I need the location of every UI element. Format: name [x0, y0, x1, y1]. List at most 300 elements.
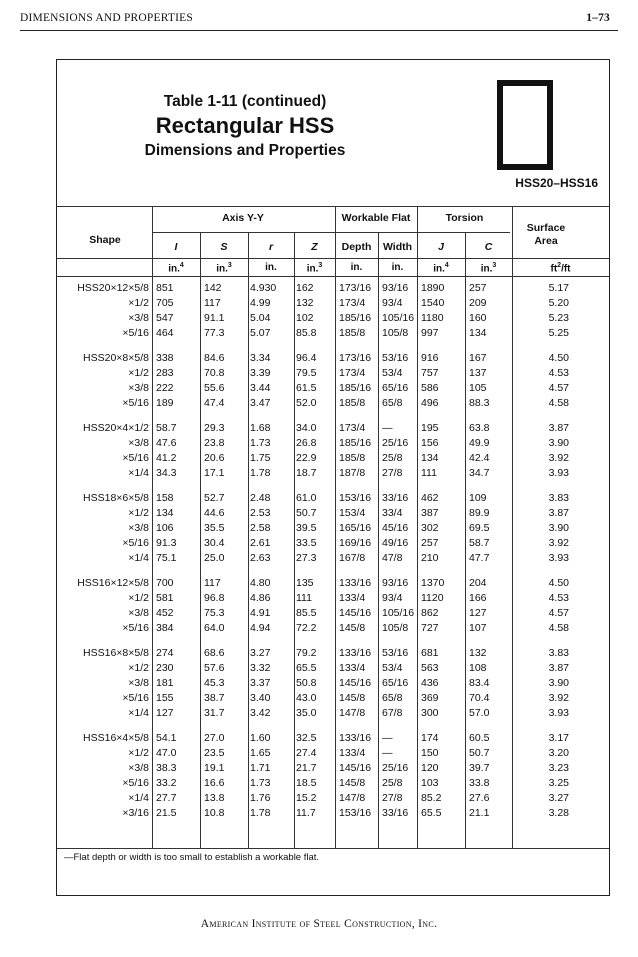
plastic-modulus-Z-cell: 33.5	[296, 537, 317, 549]
plastic-modulus-Z-cell: 61.5	[296, 382, 317, 394]
surface-area-cell: 3.93	[548, 552, 569, 564]
flat-width-cell: —	[382, 747, 393, 759]
flat-width-cell: 45/16	[382, 522, 409, 534]
header-mid-rule	[57, 258, 609, 259]
torsion-C-cell: 105	[469, 382, 487, 394]
shape-cell: ×5/16	[122, 327, 149, 339]
shape-cell: ×1/2	[128, 662, 149, 674]
section-modulus-S-cell: 17.1	[204, 467, 225, 479]
section-modulus-S-cell: 44.6	[204, 507, 225, 519]
flat-width-cell: 53/4	[382, 662, 403, 674]
table-title: Rectangular HSS	[155, 113, 335, 138]
plastic-modulus-Z-cell: 135	[296, 577, 314, 589]
surface-area-cell: 3.27	[548, 792, 569, 804]
flat-depth-cell: 153/16	[339, 807, 372, 819]
plastic-modulus-Z-cell: 35.0	[296, 707, 317, 719]
surface-area-cell: 3.90	[548, 522, 569, 534]
col-r-header: r	[268, 241, 274, 253]
shape-cell: ×1/4	[128, 792, 149, 804]
section-modulus-S-cell: 23.8	[204, 437, 225, 449]
torsion-J-cell: 1370	[421, 577, 445, 589]
radius-gyration-r-cell: 1.73	[250, 437, 271, 449]
torsion-C-cell: 88.3	[469, 397, 490, 409]
radius-gyration-r-cell: 1.60	[250, 732, 271, 744]
flat-width-cell: 105/16	[382, 312, 415, 324]
torsion-J-cell: 210	[421, 552, 439, 564]
radius-gyration-r-cell: 3.40	[250, 692, 271, 704]
radius-gyration-r-cell: 3.44	[250, 382, 271, 394]
surface-area-cell: 3.28	[548, 807, 569, 819]
moment-of-inertia-I-cell: 91.3	[156, 537, 177, 549]
shape-cell: ×3/8	[128, 522, 149, 534]
flat-width-cell: 27/8	[382, 467, 403, 479]
unit-label: in.$^3$	[480, 262, 497, 275]
shape-cell: ×5/16	[122, 777, 149, 789]
flat-depth-cell: 167/8	[339, 552, 366, 564]
surface-area-cell: 3.87	[548, 507, 569, 519]
table-row	[57, 691, 609, 706]
radius-gyration-r-cell: 1.75	[250, 452, 271, 464]
shape-cell: ×1/2	[128, 507, 149, 519]
shape-cell: ×3/8	[128, 437, 149, 449]
torsion-J-cell: 757	[421, 367, 439, 379]
torsion-J-cell: 997	[421, 327, 439, 339]
surface-area-cell: 4.53	[548, 367, 569, 379]
col-depth-header: Depth	[341, 241, 372, 253]
torsion-C-cell: 39.7	[469, 762, 490, 774]
plastic-modulus-Z-cell: 102	[296, 312, 314, 324]
flat-width-cell: 53/16	[382, 647, 409, 659]
surface-area-cell: 5.20	[548, 297, 569, 309]
torsion-J-cell: 681	[421, 647, 439, 659]
moment-of-inertia-I-cell: 47.6	[156, 437, 177, 449]
section-modulus-S-cell: 55.6	[204, 382, 225, 394]
radius-gyration-r-cell: 4.94	[250, 622, 271, 634]
moment-of-inertia-I-cell: 581	[156, 592, 174, 604]
torsion-J-cell: 302	[421, 522, 439, 534]
flat-depth-cell: 145/8	[339, 692, 366, 704]
flat-depth-cell: 133/4	[339, 592, 366, 604]
flat-depth-cell: 147/8	[339, 707, 366, 719]
flat-depth-cell: 145/8	[339, 622, 366, 634]
shape-cell: ×1/2	[128, 297, 149, 309]
section-modulus-S-cell: 20.6	[204, 452, 225, 464]
shape-cell: ×3/16	[122, 807, 149, 819]
table-row	[57, 281, 609, 296]
torsion-C-cell: 47.7	[469, 552, 490, 564]
table-row	[57, 676, 609, 691]
surface-area-cell: 4.53	[548, 592, 569, 604]
table-row	[57, 761, 609, 776]
section-modulus-S-cell: 142	[204, 282, 222, 294]
radius-gyration-r-cell: 2.53	[250, 507, 271, 519]
section-modulus-S-cell: 77.3	[204, 327, 225, 339]
shape-cell: HSS18×6×5/8	[83, 492, 149, 504]
units-rule	[57, 276, 609, 277]
shape-cell: ×5/16	[122, 622, 149, 634]
torsion-C-cell: 49.9	[469, 437, 490, 449]
section-modulus-S-cell: 96.8	[204, 592, 225, 604]
torsion-C-cell: 57.0	[469, 707, 490, 719]
unit-label: in.$^3$	[306, 262, 323, 275]
torsion-C-cell: 127	[469, 607, 487, 619]
moment-of-inertia-I-cell: 33.2	[156, 777, 177, 789]
radius-gyration-r-cell: 5.07	[250, 327, 271, 339]
plastic-modulus-Z-cell: 61.0	[296, 492, 317, 504]
torsion-header: Torsion	[445, 212, 484, 224]
flat-width-cell: 53/16	[382, 352, 409, 364]
surface-area-cell: 3.87	[548, 662, 569, 674]
radius-gyration-r-cell: 5.04	[250, 312, 271, 324]
workable-flat-header: Workable Flat	[341, 212, 411, 224]
flat-width-cell: 33/16	[382, 807, 409, 819]
flat-depth-cell: 145/16	[339, 607, 372, 619]
torsion-J-cell: 436	[421, 677, 439, 689]
torsion-J-cell: 387	[421, 507, 439, 519]
section-modulus-S-cell: 57.6	[204, 662, 225, 674]
flat-depth-cell: 169/16	[339, 537, 372, 549]
surface-area-header: Surface Area	[526, 222, 566, 247]
table-row	[57, 451, 609, 466]
header-top-rule	[57, 206, 609, 207]
table-row	[57, 421, 609, 436]
surface-area-cell: 4.57	[548, 607, 569, 619]
flat-depth-cell: 133/4	[339, 662, 366, 674]
torsion-J-cell: 862	[421, 607, 439, 619]
surface-area-cell: 4.50	[548, 577, 569, 589]
plastic-modulus-Z-cell: 27.3	[296, 552, 317, 564]
table-row	[57, 576, 609, 591]
flat-width-cell: 33/4	[382, 507, 403, 519]
moment-of-inertia-I-cell: 21.5	[156, 807, 177, 819]
torsion-J-cell: 150	[421, 747, 439, 759]
footnote: —Flat depth or width is too small to establish a workable flat.	[64, 852, 320, 863]
flat-depth-cell: 153/4	[339, 507, 366, 519]
section-modulus-S-cell: 45.3	[204, 677, 225, 689]
plastic-modulus-Z-cell: 32.5	[296, 732, 317, 744]
rectangular-hss-icon	[497, 80, 553, 170]
shape-cell: ×1/4	[128, 552, 149, 564]
col-I-header: I	[174, 241, 178, 253]
table-row	[57, 311, 609, 326]
surface-area-cell: 5.23	[548, 312, 569, 324]
plastic-modulus-Z-cell: 27.4	[296, 747, 317, 759]
section-modulus-S-cell: 29.3	[204, 422, 225, 434]
radius-gyration-r-cell: 3.42	[250, 707, 271, 719]
table-row	[57, 466, 609, 481]
radius-gyration-r-cell: 3.47	[250, 397, 271, 409]
flat-width-cell: 25/16	[382, 437, 409, 449]
moment-of-inertia-I-cell: 75.1	[156, 552, 177, 564]
header-rule	[20, 30, 618, 31]
table-row	[57, 491, 609, 506]
moment-of-inertia-I-cell: 700	[156, 577, 174, 589]
table-bottom-rule	[57, 848, 609, 849]
moment-of-inertia-I-cell: 274	[156, 647, 174, 659]
moment-of-inertia-I-cell: 384	[156, 622, 174, 634]
flat-width-cell: 25/16	[382, 762, 409, 774]
torsion-C-cell: 60.5	[469, 732, 490, 744]
torsion-C-cell: 83.4	[469, 677, 490, 689]
surface-area-cell: 3.93	[548, 707, 569, 719]
plastic-modulus-Z-cell: 26.8	[296, 437, 317, 449]
flat-width-cell: 47/8	[382, 552, 403, 564]
flat-depth-cell: 147/8	[339, 792, 366, 804]
flat-depth-cell: 187/8	[339, 467, 366, 479]
plastic-modulus-Z-cell: 85.5	[296, 607, 317, 619]
shape-cell: ×1/2	[128, 747, 149, 759]
surface-area-cell: 3.90	[548, 677, 569, 689]
shape-cell: ×1/2	[128, 592, 149, 604]
section-modulus-S-cell: 117	[204, 577, 221, 589]
flat-depth-cell: 133/16	[339, 577, 372, 589]
table-number: Table 1-11 (continued)	[163, 93, 327, 110]
torsion-C-cell: 134	[469, 327, 487, 339]
flat-depth-cell: 145/8	[339, 777, 366, 789]
flat-width-cell: 53/4	[382, 367, 403, 379]
radius-gyration-r-cell: 4.80	[250, 577, 271, 589]
col-J-header: J	[438, 241, 444, 253]
torsion-J-cell: 1180	[421, 312, 444, 324]
moment-of-inertia-I-cell: 155	[156, 692, 174, 704]
radius-gyration-r-cell: 4.86	[250, 592, 271, 604]
page-footer: American Institute of Steel Construction, Inc.	[200, 918, 438, 930]
torsion-J-cell: 134	[421, 452, 439, 464]
moment-of-inertia-I-cell: 283	[156, 367, 174, 379]
torsion-J-cell: 174	[421, 732, 439, 744]
group-header-rule	[152, 232, 510, 233]
torsion-C-cell: 42.4	[469, 452, 490, 464]
axis-yy-header: Axis Y-Y	[222, 212, 264, 224]
flat-depth-cell: 173/16	[339, 352, 372, 364]
plastic-modulus-Z-cell: 50.7	[296, 507, 317, 519]
section-modulus-S-cell: 19.1	[204, 762, 225, 774]
surface-area-cell: 3.92	[548, 692, 569, 704]
section-modulus-S-cell: 84.6	[204, 352, 225, 364]
shape-cell: HSS20×4×1/2	[83, 422, 149, 434]
section-modulus-S-cell: 27.0	[204, 732, 225, 744]
plastic-modulus-Z-cell: 18.5	[296, 777, 317, 789]
torsion-J-cell: 586	[421, 382, 439, 394]
shape-cell: HSS20×8×5/8	[83, 352, 149, 364]
plastic-modulus-Z-cell: 11.7	[296, 807, 316, 819]
flat-width-cell: 93/4	[382, 297, 403, 309]
plastic-modulus-Z-cell: 162	[296, 282, 314, 294]
units-row	[57, 262, 609, 276]
surface-area-cell: 5.25	[548, 327, 569, 339]
unit-label: in.	[350, 262, 363, 273]
table-row	[57, 351, 609, 366]
torsion-C-cell: 50.7	[469, 747, 490, 759]
section-modulus-S-cell: 10.8	[204, 807, 225, 819]
table-row	[57, 396, 609, 411]
surface-area-cell: 3.83	[548, 492, 569, 504]
moment-of-inertia-I-cell: 34.3	[156, 467, 177, 479]
plastic-modulus-Z-cell: 79.2	[296, 647, 317, 659]
radius-gyration-r-cell: 3.32	[250, 662, 271, 674]
torsion-J-cell: 563	[421, 662, 439, 674]
surface-area-cell: 3.20	[548, 747, 569, 759]
shape-cell: ×1/4	[128, 707, 149, 719]
unit-label: in.$^4$	[433, 262, 449, 275]
radius-gyration-r-cell: 3.37	[250, 677, 271, 689]
torsion-J-cell: 156	[421, 437, 439, 449]
torsion-C-cell: 70.4	[469, 692, 490, 704]
table-row	[57, 591, 609, 606]
table-row	[57, 506, 609, 521]
torsion-C-cell: 58.7	[469, 537, 490, 549]
table-row	[57, 776, 609, 791]
surface-area-cell: 3.17	[548, 732, 569, 744]
flat-depth-cell: 173/4	[339, 422, 366, 434]
table-row	[57, 746, 609, 761]
shape-cell: ×1/4	[128, 467, 149, 479]
flat-width-cell: 67/8	[382, 707, 403, 719]
table-row	[57, 806, 609, 821]
surface-area-cell: 4.57	[548, 382, 569, 394]
moment-of-inertia-I-cell: 338	[156, 352, 174, 364]
flat-depth-cell: 153/16	[339, 492, 372, 504]
surface-area-cell: 3.90	[548, 437, 569, 449]
plastic-modulus-Z-cell: 15.2	[296, 792, 317, 804]
torsion-C-cell: 69.5	[469, 522, 490, 534]
shape-range-label: HSS20–HSS16	[515, 176, 598, 190]
torsion-C-cell: 63.8	[469, 422, 490, 434]
shape-cell: ×1/2	[128, 367, 149, 379]
col-width-header: Width	[382, 241, 413, 253]
radius-gyration-r-cell: 4.930	[250, 282, 277, 294]
torsion-J-cell: 111	[421, 467, 437, 479]
flat-depth-cell: 173/16	[339, 282, 372, 294]
torsion-J-cell: 65.5	[421, 807, 442, 819]
section-modulus-S-cell: 35.5	[204, 522, 225, 534]
section-modulus-S-cell: 23.5	[204, 747, 225, 759]
torsion-J-cell: 103	[421, 777, 439, 789]
radius-gyration-r-cell: 1.73	[250, 777, 271, 789]
flat-depth-cell: 145/16	[339, 762, 372, 774]
torsion-J-cell: 496	[421, 397, 439, 409]
flat-depth-cell: 185/16	[339, 437, 372, 449]
table-row	[57, 326, 609, 341]
moment-of-inertia-I-cell: 464	[156, 327, 174, 339]
table-row	[57, 606, 609, 621]
table-row	[57, 551, 609, 566]
moment-of-inertia-I-cell: 58.7	[156, 422, 177, 434]
moment-of-inertia-I-cell: 158	[156, 492, 174, 504]
flat-depth-cell: 185/8	[339, 327, 366, 339]
shape-cell: HSS20×12×5/8	[77, 282, 149, 294]
moment-of-inertia-I-cell: 181	[156, 677, 174, 689]
flat-width-cell: 93/4	[382, 592, 403, 604]
shape-cell: ×5/16	[122, 397, 149, 409]
section-modulus-S-cell: 31.7	[204, 707, 225, 719]
table-row	[57, 661, 609, 676]
radius-gyration-r-cell: 1.68	[250, 422, 271, 434]
radius-gyration-r-cell: 1.71	[250, 762, 271, 774]
moment-of-inertia-I-cell: 452	[156, 607, 174, 619]
radius-gyration-r-cell: 3.27	[250, 647, 271, 659]
flat-depth-cell: 165/16	[339, 522, 372, 534]
unit-label: in.$^4$	[168, 262, 184, 275]
section-modulus-S-cell: 38.7	[204, 692, 225, 704]
table-row	[57, 621, 609, 636]
radius-gyration-r-cell: 3.39	[250, 367, 271, 379]
section-modulus-S-cell: 68.6	[204, 647, 225, 659]
table-row	[57, 706, 609, 721]
col-C-header: C	[484, 241, 493, 253]
flat-width-cell: 105/16	[382, 607, 415, 619]
shape-cell: HSS16×8×5/8	[83, 647, 149, 659]
shape-cell: HSS16×4×5/8	[83, 732, 149, 744]
torsion-J-cell: 1540	[421, 297, 445, 309]
shape-cell: ×3/8	[128, 312, 149, 324]
torsion-C-cell: 132	[469, 647, 487, 659]
surface-area-cell: 3.25	[548, 777, 569, 789]
flat-width-cell: 93/16	[382, 282, 409, 294]
radius-gyration-r-cell: 1.65	[250, 747, 271, 759]
surface-area-cell: 4.50	[548, 352, 569, 364]
torsion-J-cell: 462	[421, 492, 439, 504]
flat-width-cell: 105/8	[382, 622, 409, 634]
moment-of-inertia-I-cell: 38.3	[156, 762, 177, 774]
torsion-C-cell: 27.6	[469, 792, 490, 804]
plastic-modulus-Z-cell: 43.0	[296, 692, 317, 704]
radius-gyration-r-cell: 2.63	[250, 552, 271, 564]
table-row	[57, 521, 609, 536]
table-row	[57, 536, 609, 551]
radius-gyration-r-cell: 2.48	[250, 492, 271, 504]
torsion-C-cell: 257	[469, 282, 487, 294]
table-row	[57, 436, 609, 451]
moment-of-inertia-I-cell: 230	[156, 662, 174, 674]
flat-depth-cell: 185/16	[339, 382, 372, 394]
flat-width-cell: 65/8	[382, 692, 403, 704]
running-header-left: DIMENSIONS AND PROPERTIES	[20, 12, 193, 24]
col-S-header: S	[220, 241, 228, 253]
torsion-C-cell: 34.7	[469, 467, 490, 479]
surface-area-cell: 3.83	[548, 647, 569, 659]
torsion-J-cell: 727	[421, 622, 439, 634]
torsion-C-cell: 204	[469, 577, 487, 589]
radius-gyration-r-cell: 4.91	[250, 607, 271, 619]
flat-depth-cell: 133/16	[339, 647, 372, 659]
surface-area-cell: 3.23	[548, 762, 569, 774]
table-row	[57, 731, 609, 746]
section-modulus-S-cell: 30.4	[204, 537, 225, 549]
col-Z-header: Z	[311, 241, 318, 253]
radius-gyration-r-cell: 1.78	[250, 467, 271, 479]
radius-gyration-r-cell: 3.34	[250, 352, 271, 364]
flat-depth-cell: 133/16	[339, 732, 372, 744]
table-subtitle: Dimensions and Properties	[144, 142, 346, 159]
flat-width-cell: 65/16	[382, 382, 409, 394]
flat-width-cell: 65/16	[382, 677, 409, 689]
flat-width-cell: —	[382, 732, 393, 744]
table-title-block	[120, 92, 370, 162]
moment-of-inertia-I-cell: 127	[156, 707, 174, 719]
shape-cell: ×3/8	[128, 382, 149, 394]
torsion-J-cell: 916	[421, 352, 439, 364]
flat-depth-cell: 185/8	[339, 397, 366, 409]
surface-area-cell: 4.58	[548, 397, 569, 409]
plastic-modulus-Z-cell: 21.7	[296, 762, 317, 774]
flat-width-cell: 65/8	[382, 397, 403, 409]
plastic-modulus-Z-cell: 52.0	[296, 397, 317, 409]
torsion-C-cell: 89.9	[469, 507, 490, 519]
torsion-C-cell: 209	[469, 297, 487, 309]
section-modulus-S-cell: 47.4	[204, 397, 225, 409]
plastic-modulus-Z-cell: 96.4	[296, 352, 317, 364]
